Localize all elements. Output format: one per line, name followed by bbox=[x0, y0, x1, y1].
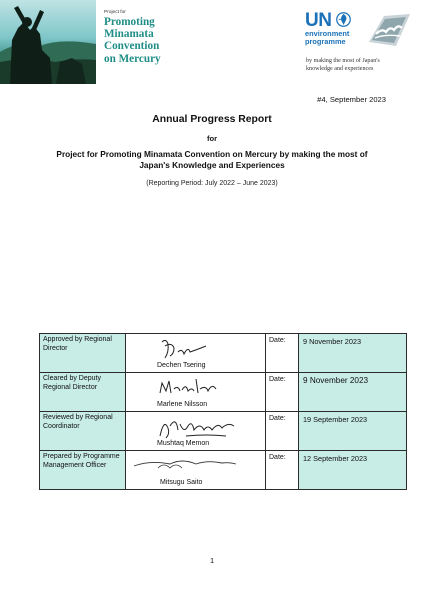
unep-logo bbox=[305, 12, 365, 46]
date-value: 19 September 2023 bbox=[299, 412, 407, 451]
signature-cell bbox=[126, 412, 266, 451]
table-row bbox=[40, 451, 407, 490]
table-row bbox=[40, 373, 407, 412]
date-label: Date: bbox=[266, 334, 299, 373]
date-value: 12 September 2023 bbox=[299, 451, 407, 490]
project-logo-line: Convention bbox=[104, 40, 160, 53]
date-label: Date: bbox=[266, 373, 299, 412]
unep-text-line: programme bbox=[305, 37, 346, 46]
project-logo bbox=[104, 10, 194, 65]
project-title-line: Project for Promoting Minamata Convention on Mercury by making the most of bbox=[56, 149, 368, 159]
signature-cell bbox=[126, 334, 266, 373]
issue-number: #4, September 2023 bbox=[317, 95, 386, 104]
date-label: Date: bbox=[266, 451, 299, 490]
signature-image bbox=[156, 336, 216, 362]
project-title-line: Japan's Knowledge and Experiences bbox=[139, 160, 285, 171]
role-cell: Cleared by Deputy Regional Director bbox=[40, 373, 126, 412]
signature-cell bbox=[126, 451, 266, 490]
project-logo-line: on Mercury bbox=[104, 52, 161, 65]
date-value: 9 November 2023 bbox=[299, 334, 407, 373]
table-row bbox=[40, 412, 407, 451]
silhouette-image bbox=[0, 0, 96, 84]
signatory-name: Mitsugu Saito bbox=[160, 479, 203, 486]
page-number: 1 bbox=[209, 556, 215, 565]
project-logo-small: Project for bbox=[104, 10, 126, 15]
tagline-line: by making the most of Japan's bbox=[306, 58, 380, 64]
signature-image bbox=[156, 375, 226, 401]
project-logo-line: Promoting bbox=[104, 16, 155, 28]
unep-text-line: environment bbox=[305, 29, 350, 38]
reporting-period: (Reporting Period: July 2022 – June 2023) bbox=[146, 180, 278, 187]
report-title: Annual Progress Report bbox=[152, 114, 272, 125]
unep-un-text: UN bbox=[305, 10, 332, 31]
table-row bbox=[40, 334, 407, 373]
signatory-name: Dechen Tsering bbox=[157, 362, 206, 369]
tagline-line: knowledge and experiences bbox=[306, 65, 374, 72]
signatory-name: Marlene Nilsson bbox=[157, 401, 208, 408]
unep-globe-icon bbox=[336, 12, 351, 27]
role-cell: Approved by Regional Director bbox=[40, 334, 126, 373]
date-label: Date: bbox=[266, 412, 299, 451]
signature-cell bbox=[126, 373, 266, 412]
role-cell: Prepared by Programme Management Officer bbox=[40, 451, 126, 490]
for-label: for bbox=[206, 134, 218, 143]
role-cell: Reviewed by Regional Coordinator bbox=[40, 412, 126, 451]
signature-image bbox=[156, 414, 240, 442]
date-value: 9 November 2023 bbox=[299, 373, 407, 412]
signatory-name: Mushtaq Memon bbox=[157, 440, 210, 447]
project-title bbox=[40, 149, 384, 172]
minamata-emblem-icon bbox=[366, 12, 412, 48]
header-banner bbox=[0, 0, 424, 84]
approval-table bbox=[39, 333, 407, 490]
project-logo-line: Minamata bbox=[104, 28, 154, 41]
tagline bbox=[306, 58, 416, 73]
project-photo bbox=[0, 0, 96, 84]
signature-image bbox=[130, 454, 240, 476]
